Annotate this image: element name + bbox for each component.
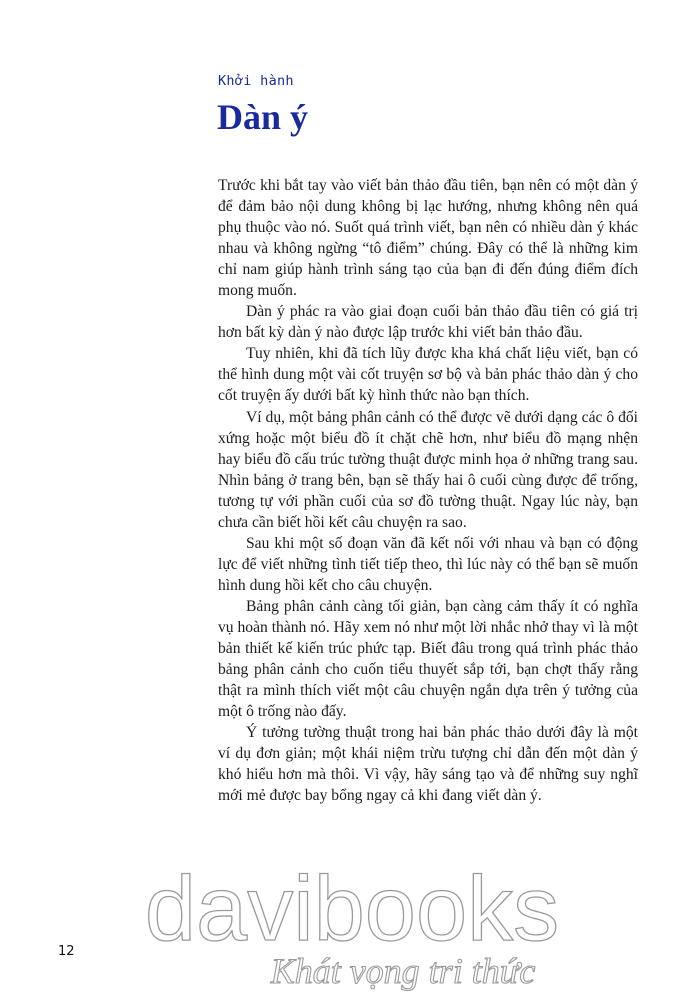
paragraph: Dàn ý phác ra vào giai đoạn cuối bản thảo đầu tiên có giá trị hơn bất kỳ dàn ý nào được lập trước khi viết bản thảo đầu. xyxy=(218,303,638,342)
paragraph: Ví dụ, một bảng phân cảnh có thể được vẽ dưới dạng các ô đối xứng hoặc một biểu đồ ít chặt chẽ hơn, như biểu đồ mạng nhện hay biểu đồ cấu trúc tường thuật được minh họa ở những trang sau. Nhìn bảng ở trang bên, bạn sẽ thấy hai ô cuối cùng được để trống, tương tự với phần cuối của sơ đồ tường thuật. Ngay lúc này, bạn chưa cần biết hồi kết câu chuyện ra sao. xyxy=(218,408,638,531)
section-label: Khởi hành xyxy=(218,73,294,89)
paragraph: Ý tưởng tường thuật trong hai bản phác thảo dưới đây là một ví dụ đơn giản; một khái niệm trừu tượng chỉ dẫn đến một dàn ý khó hiểu hơn mà thôi. Vì vậy, hãy sáng tạo và để những suy nghĩ mới mẻ được bay bổng ngay cả khi đang viết dàn ý. xyxy=(218,724,638,805)
paragraph: Sau khi một số đoạn văn đã kết nối với nhau và bạn có động lực để viết những tình tiết tiếp theo, thì lúc này có thể bạn sẽ muốn hình dung hồi kết cho câu chuyện. xyxy=(218,534,638,594)
body-text xyxy=(218,175,638,806)
page-number: 12 xyxy=(58,944,75,959)
watermark-brand: davibooks xyxy=(144,858,560,960)
chapter-title: Dàn ý xyxy=(217,97,309,137)
paragraph: Bảng phân cảnh càng tối giản, bạn càng cảm thấy ít có nghĩa vụ hoàn thành nó. Hãy xem nó như một lời nhắc nhở thay vì là một bản thiết kế kiến trúc phức tạp. Biết đâu trong quá trình phác thảo bảng phân cảnh cho cuốn tiểu thuyết sắp tới, bạn chợt thấy rằng thật ra mình thích viết một câu chuyện ngắn dựa trên ý tưởng của một ô trống nào đấy. xyxy=(218,597,638,721)
watermark-tagline: Khát vọng tri thức xyxy=(270,951,536,991)
paragraph: Tuy nhiên, khi đã tích lũy được kha khá chất liệu viết, bạn có thể hình dung một vài cốt truyện sơ bộ và bản phác thảo dàn ý cho cốt truyện ấy dưới bất kỳ hình thức nào bạn thích. xyxy=(218,345,638,405)
paragraph: Trước khi bắt tay vào viết bản thảo đầu tiên, bạn nên có một dàn ý để đảm bảo nội dung không bị lạc hướng, nhưng không nên quá phụ thuộc vào nó. Suốt quá trình viết, bạn nên có nhiều dàn ý khác nhau và không ngừng “tô điểm” chúng. Đây có thể là những kim chỉ nam giúp hành trình sáng tạo của bạn đi đến đúng điểm đích mong muốn. xyxy=(218,177,638,300)
